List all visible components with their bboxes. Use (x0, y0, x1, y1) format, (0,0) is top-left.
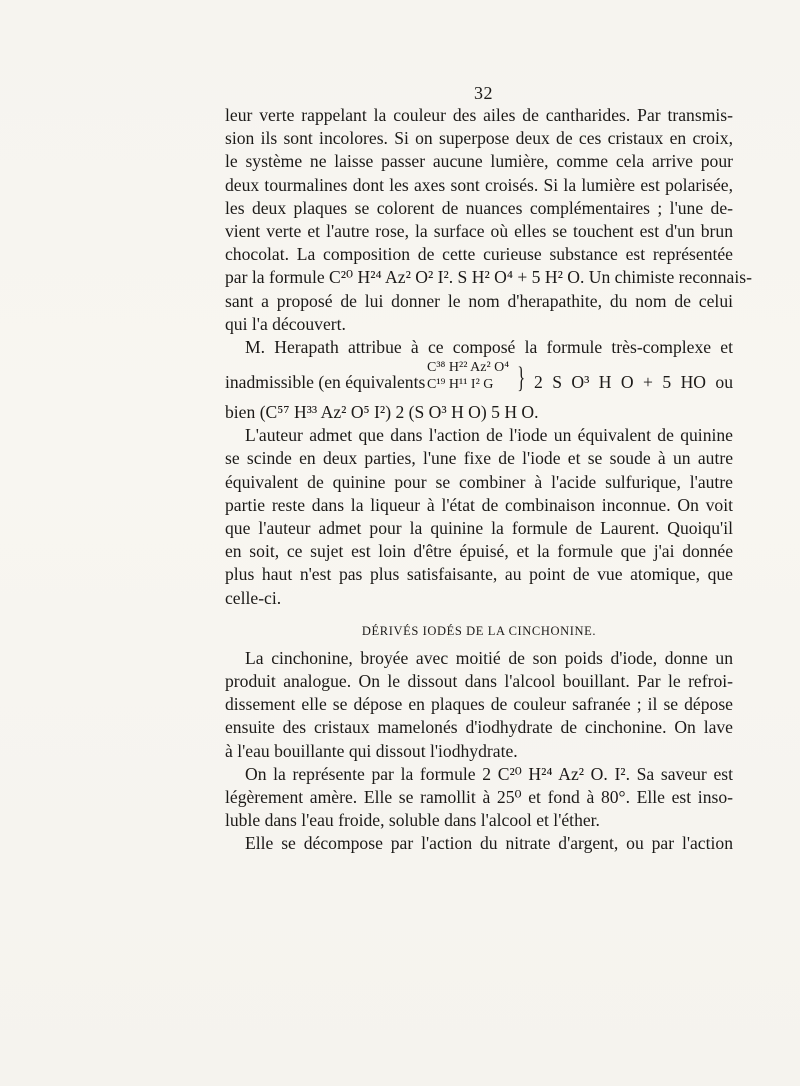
paragraph-6 (225, 832, 733, 855)
text-line: à l'eau bouillante qui dissout l'iodhydrate. (225, 740, 518, 761)
text-line: plus haut n'est pas plus satisfaisante, au point de vue atomique, que (225, 564, 733, 585)
formula-lead-text: inadmissible (en équivalents (225, 372, 426, 393)
text-line: les deux plaques se colorent de nuances complémentaires ; l'une de- (225, 197, 733, 218)
paragraph-2 (225, 336, 733, 424)
formula-fraction (427, 359, 509, 393)
formula-brace: } (517, 361, 526, 395)
text-line: vient verte et l'autre rose, la surface où elles se touchent est d'un brun (225, 220, 733, 241)
text-line: leur verte rappelant la couleur des ailes de cantharides. Par transmis- (225, 105, 733, 125)
text-line: celle-ci. (225, 587, 282, 608)
text-line: M. Herapath attribue à ce composé la formule très-complexe et (245, 336, 733, 357)
text-line: partie reste dans la liqueur à l'état de combinaison inconnue. On voit (225, 494, 733, 515)
page-number: 32 (474, 83, 493, 103)
text-line: se scinde en deux parties, l'une fixe de l'iode et se soude à un autre (225, 448, 733, 469)
text-line: L'auteur admet que dans l'action de l'iode un équivalent de quinine (245, 425, 733, 446)
text-line: par la formule C²⁰ H²⁴ Az² O² I². S H² O⁴ + 5 H² O. Un chimiste reconnais- (225, 267, 752, 288)
text-line: sion ils sont incolores. Si on superpose deux de ces cristaux en croix, (225, 128, 733, 149)
text-line: bien (C⁵⁷ H³³ Az² O⁵ I²) 2 (S O³ H O) 5 H O. (225, 402, 539, 423)
text-line: La cinchonine, broyée avec moitié de son poids d'iode, donne un (245, 647, 733, 668)
paragraph-3 (225, 424, 733, 610)
text-line: chocolat. La composition de cette curieuse substance est représentée (225, 244, 733, 265)
text-line: Elle se décompose par l'action du nitrate d'argent, ou par l'action (245, 833, 733, 854)
text-line: deux tourmalines dont les axes sont croisés. Si la lumière est polarisée, (225, 174, 733, 195)
formula-numerator: C³⁸ H²² Az² O⁴ (427, 360, 510, 376)
text-line: dissement elle se dépose en plaques de couleur safranée ; il se dépose (225, 694, 733, 715)
section-heading: DÉRIVÉS IODÉS DE LA CINCHONINE. (361, 623, 597, 638)
paragraph-1 (225, 104, 752, 336)
body-text (225, 104, 752, 855)
text-line: On la représente par la formule 2 C²⁰ H²⁴ Az² O. I². Sa saveur est (245, 763, 733, 784)
paragraph-4 (225, 647, 733, 763)
text-line: qui l'a découvert. (225, 313, 346, 334)
text-line: légèrement amère. Elle se ramollit à 25⁰ et fond à 80°. Elle est inso- (225, 786, 733, 807)
formula-line (225, 359, 733, 401)
text-line: produit analogue. On le dissout dans l'alcool bouillant. Par le refroi- (225, 670, 733, 691)
formula-denominator: C¹⁹ H¹¹ I² G (427, 377, 494, 393)
text-line: luble dans l'eau froide, soluble dans l'alcool et l'éther. (225, 810, 600, 831)
text-line: équivalent de quinine pour se combiner à l'acide sulfurique, l'autre (225, 471, 733, 492)
text-line: ensuite des cristaux mamelonés d'iodhydrate de cinchonine. On lave (225, 717, 733, 738)
formula-tail-text: 2 S O³ H O + 5 HO ou (534, 372, 733, 393)
text-line: le système ne laisse passer aucune lumière, comme cela arrive pour (225, 151, 733, 172)
text-line: sant a proposé de lui donner le nom d'herapathite, du nom de celui (225, 290, 733, 311)
paragraph-5 (225, 763, 733, 833)
text-line: en soit, ce sujet est loin d'être épuisé, et la formule que j'ai donnée (225, 541, 733, 562)
text-line: que l'auteur admet pour la quinine la formule de Laurent. Quoiqu'il (225, 518, 733, 538)
